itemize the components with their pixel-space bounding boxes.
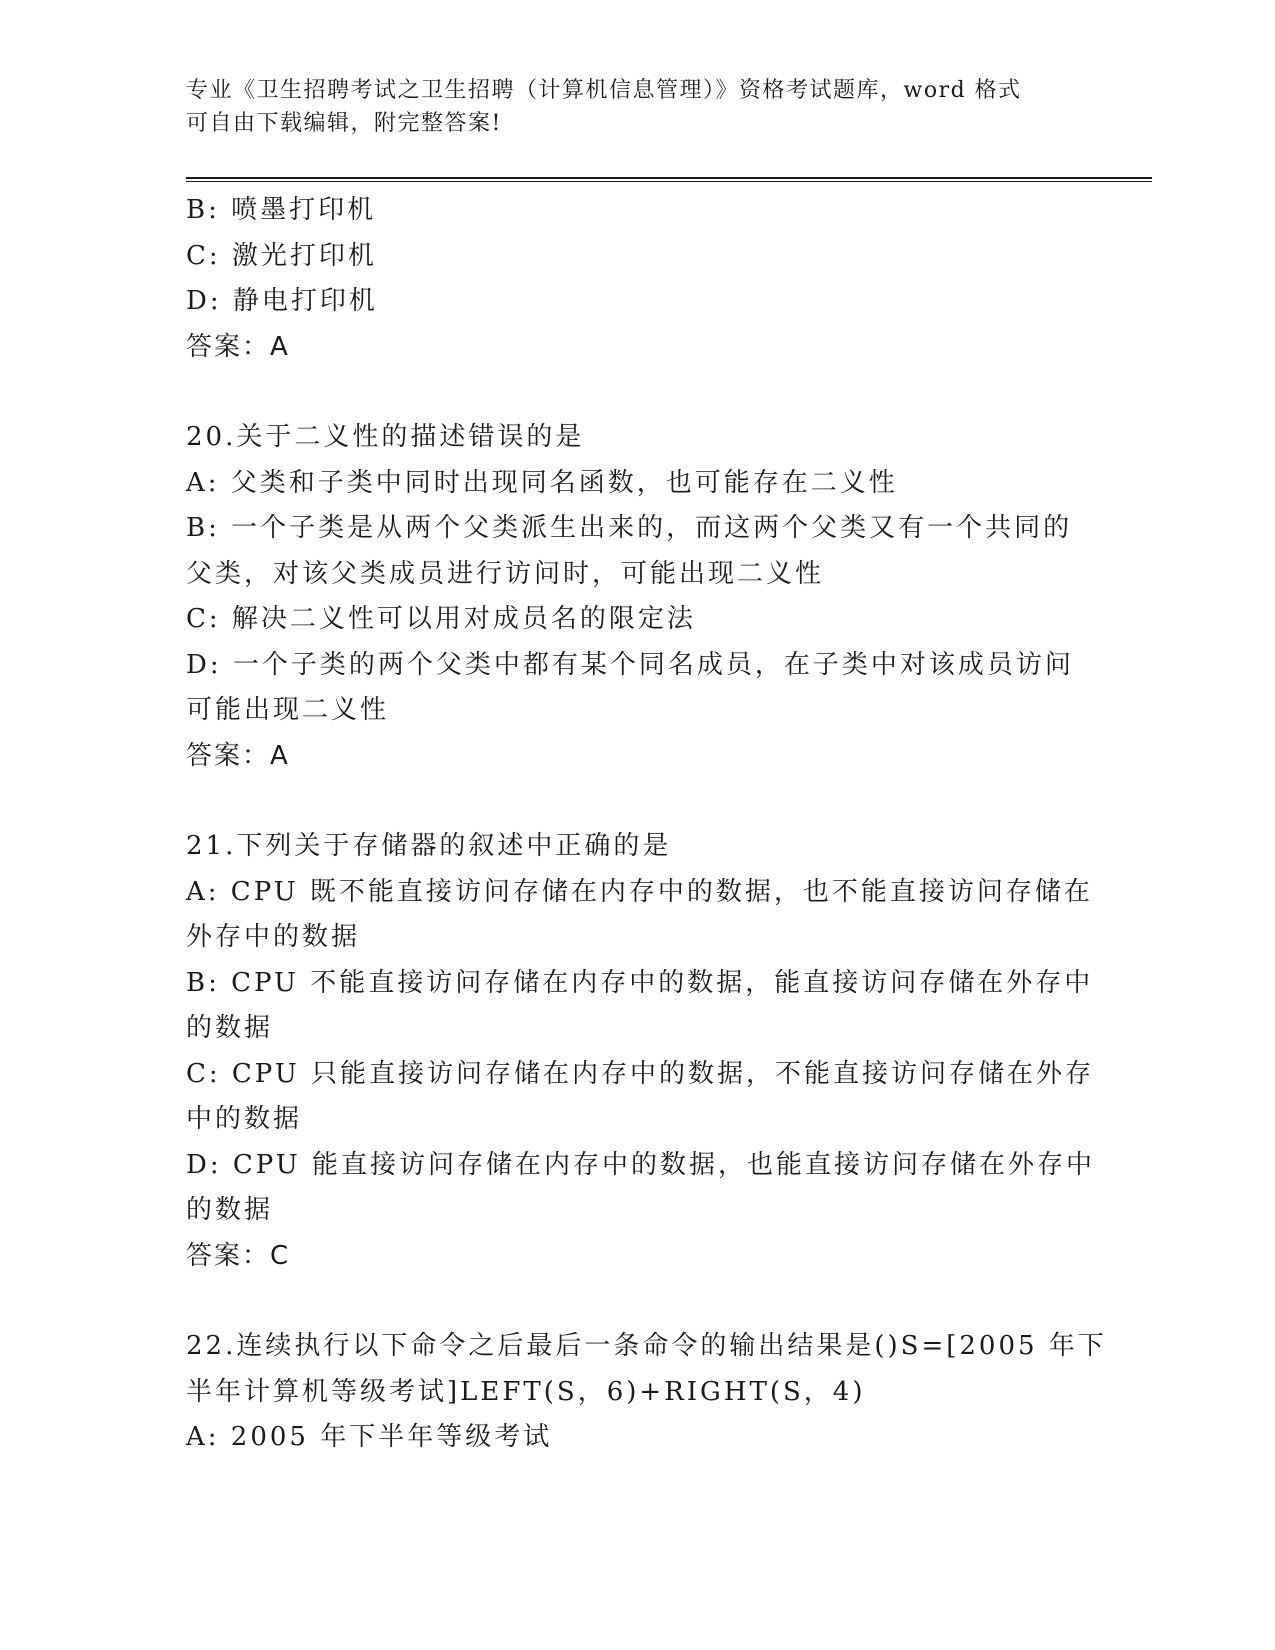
option-b-continued: 的数据 bbox=[186, 1013, 274, 1043]
option-a-continued: 外存中的数据 bbox=[186, 922, 361, 952]
option-b: B: CPU 不能直接访问存储在内存中的数据，能直接访问存储在外存中 bbox=[186, 967, 1094, 998]
question-content bbox=[186, 188, 1107, 1461]
option-d-continued: 可能出现二义性 bbox=[186, 695, 390, 725]
option-c: C: 解决二义性可以用对成员名的限定法 bbox=[186, 604, 696, 634]
question-21 bbox=[186, 824, 1095, 1279]
answer: 答案：A bbox=[186, 740, 290, 771]
question-stem: 21.下列关于存储器的叙述中正确的是 bbox=[186, 831, 672, 861]
answer: 答案：A bbox=[186, 331, 290, 362]
option-d: D: 一个子类的两个父类中都有某个同名成员，在子类中对该成员访问 bbox=[186, 649, 1074, 680]
header-divider bbox=[186, 177, 1152, 182]
option-d: D: CPU 能直接访问存储在内存中的数据，也能直接访问存储在外存中 bbox=[186, 1149, 1095, 1180]
question-22 bbox=[186, 1324, 1107, 1461]
option-c: C: 激光打印机 bbox=[186, 240, 377, 271]
option-b-continued: 父类，对该父类成员进行访问时，可能出现二义性 bbox=[186, 558, 825, 589]
question-19-tail bbox=[186, 188, 1086, 370]
option-b: B: 一个子类是从两个父类派生出来的，而这两个父类又有一个共同的 bbox=[186, 513, 1073, 543]
question-stem: 20.关于二义性的描述错误的是 bbox=[186, 422, 585, 452]
option-a: A: 2005 年下半年等级考试 bbox=[186, 1422, 553, 1452]
option-a: A: 父类和子类中同时出现同名函数，也可能存在二义性 bbox=[186, 467, 898, 498]
header-line-2: 可自由下载编辑，附完整答案! bbox=[186, 111, 502, 136]
document-header bbox=[186, 74, 1066, 140]
option-b: B: 喷墨打印机 bbox=[186, 195, 377, 225]
option-a: A: CPU 既不能直接访问存储在内存中的数据，也不能直接访问存储在 bbox=[186, 876, 1093, 907]
answer: 答案：C bbox=[186, 1240, 291, 1271]
question-20 bbox=[186, 415, 1086, 779]
question-stem: 22.连续执行以下命令之后最后一条命令的输出结果是()S=[2005 年下 bbox=[186, 1331, 1107, 1361]
option-c-continued: 中的数据 bbox=[186, 1104, 303, 1134]
option-d-continued: 的数据 bbox=[186, 1195, 274, 1225]
option-c: C: CPU 只能直接访问存储在内存中的数据，不能直接访问存储在外存 bbox=[186, 1058, 1095, 1089]
header-line-1: 专业《卫生招聘考试之卫生招聘（计算机信息管理）》资格考试题库，word 格式 bbox=[186, 78, 1022, 103]
option-d: D: 静电打印机 bbox=[186, 286, 378, 316]
question-stem-continued: 半年计算机等级考试]LEFT(S，6)+RIGHT(S，4) bbox=[186, 1376, 866, 1407]
